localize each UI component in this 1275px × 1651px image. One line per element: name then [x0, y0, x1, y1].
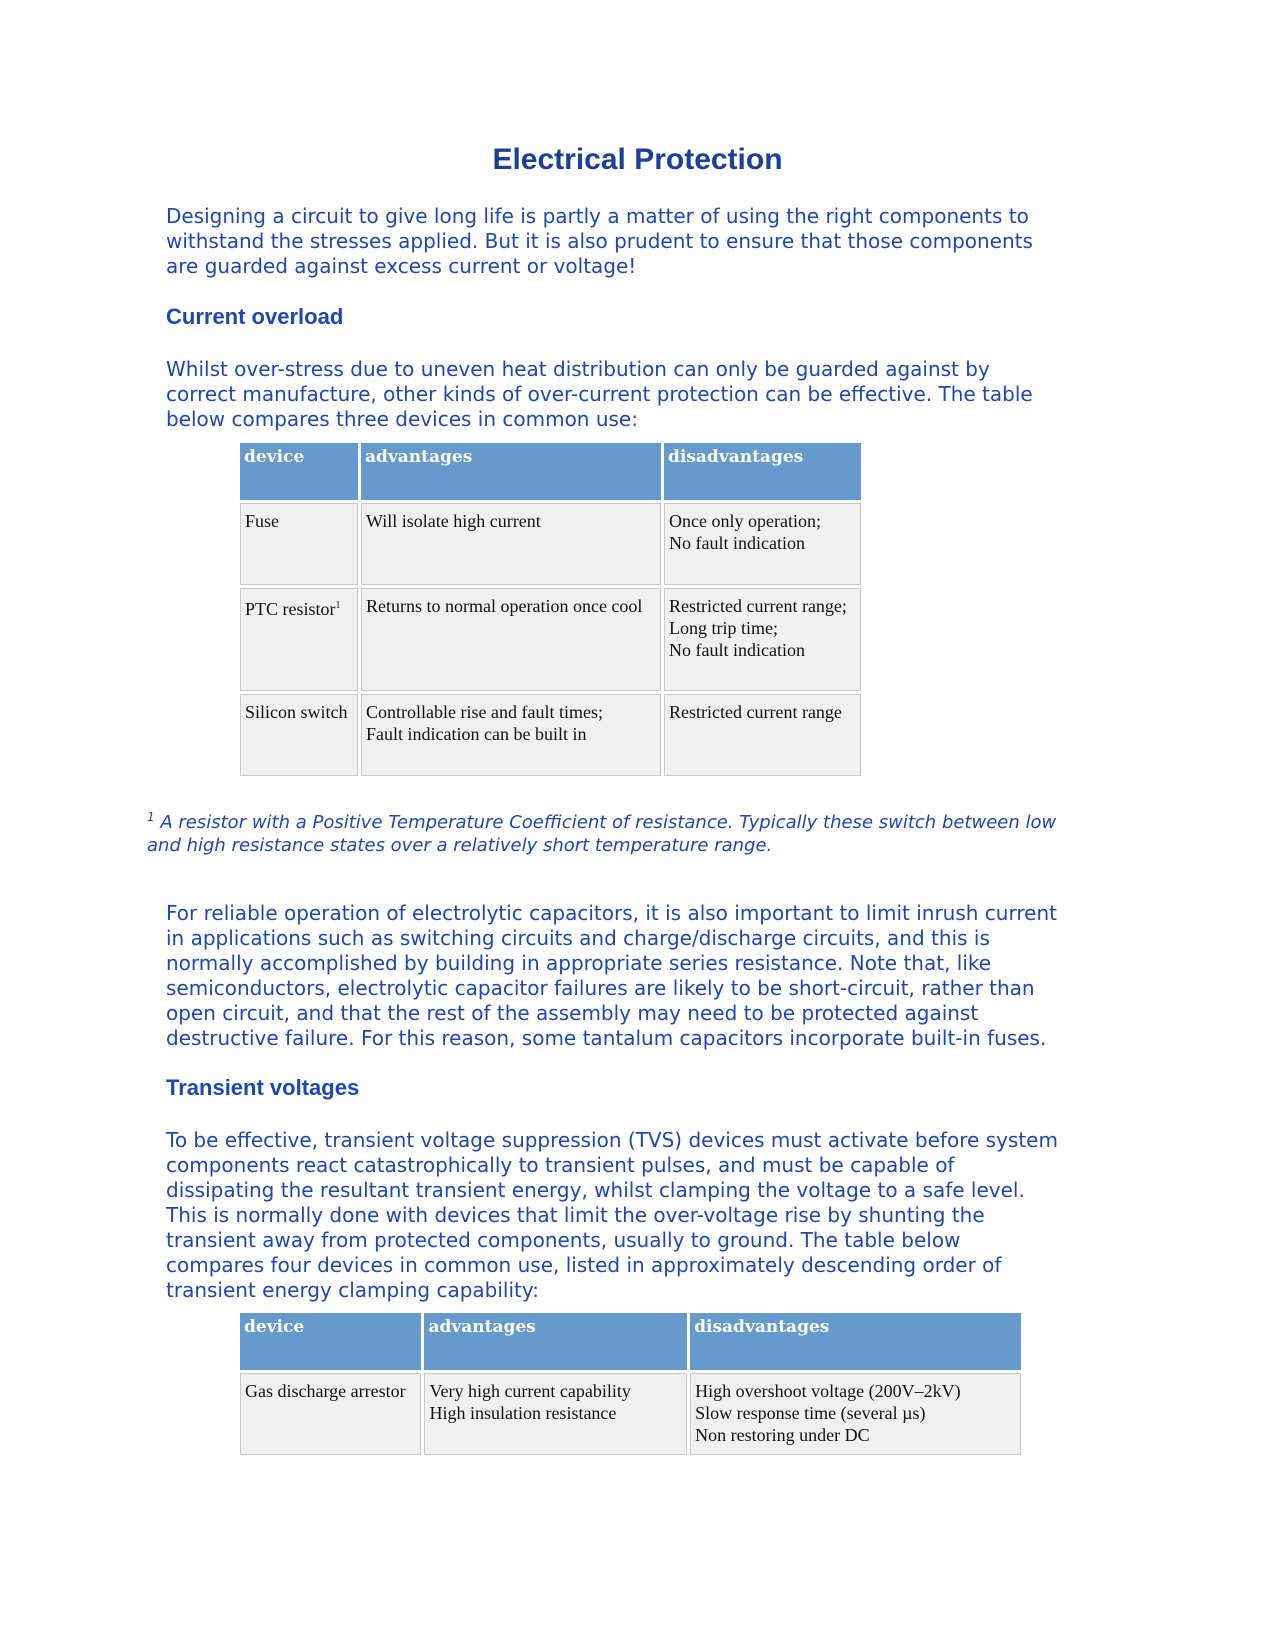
table-row [240, 694, 861, 776]
column-header-device: device [240, 443, 358, 500]
device-cell: Gas discharge arrestor [240, 1373, 421, 1455]
table-row [240, 588, 861, 691]
disadvantages-cell: Restricted current range; Long trip time; No fault indication [664, 588, 861, 691]
footnote [147, 806, 1147, 857]
advantages-cell: Controllable rise and fault times; Fault indication can be built in [361, 694, 661, 776]
current-overload-heading: Current overload [166, 304, 344, 329]
page-title: Electrical Protection [492, 143, 783, 176]
table-header-row [240, 1313, 1021, 1370]
device-cell [240, 588, 358, 691]
device-name: PTC resistor [245, 599, 336, 619]
table-header-row [240, 443, 861, 500]
disadvantages-cell: High overshoot voltage (200V–2kV) Slow response time (several µs) Non restoring under DC [690, 1373, 1021, 1455]
footnote-text: A resistor with a Positive Temperature Coefficient of resistance. Typically these switch between low and high resistance states over a relatively short temperature range. [147, 812, 1057, 856]
footnote-number: 1 [147, 810, 155, 824]
device-cell: Silicon switch [240, 694, 358, 776]
advantages-cell: Will isolate high current [361, 503, 661, 585]
column-header-advantages: advantages [424, 1313, 687, 1370]
column-header-disadvantages: disadvantages [690, 1313, 1021, 1370]
disadvantages-cell: Restricted current range [664, 694, 861, 776]
capacitor-paragraph: For reliable operation of electrolytic capacitors, it is also important to limit inrush current in applications such as switching circuits and charge/discharge circuits, and this is normally accomplished by building in appropriate series resistance. Note that, like semiconductors, electrolytic capacitor failures are likely to be short-circuit, rather than open circuit, and that the rest of the assembly may need to be protected against destructive failure. For this reason, some tantalum capacitors incorporate built-in fuses. [166, 901, 1057, 1050]
column-header-advantages: advantages [361, 443, 661, 500]
advantages-cell: Very high current capability High insulation resistance [424, 1373, 687, 1455]
device-cell: Fuse [240, 503, 358, 585]
advantages-cell: Returns to normal operation once cool [361, 588, 661, 691]
table-row [240, 1373, 1021, 1455]
intro-paragraph: Designing a circuit to give long life is partly a matter of using the right components to withstand the stresses applied. But it is also prudent to ensure that those components are guarded against excess current or voltage! [166, 204, 1033, 278]
overcurrent-devices-table [237, 440, 864, 779]
column-header-device: device [240, 1313, 421, 1370]
transient-voltages-paragraph: To be effective, transient voltage suppression (TVS) devices must activate before system components react catastrophically to transient pulses, and must be capable of dissipating the resultant transient energy, whilst clamping the voltage to a safe level. This is normally done with devices that limit the over-voltage rise by shunting the transient away from protected components, usually to ground. The table below compares four devices in common use, listed in approximately descending order of transient energy clamping capability: [166, 1128, 1058, 1302]
transient-voltages-heading: Transient voltages [166, 1075, 360, 1100]
table-row [240, 503, 861, 585]
footnote-marker: 1 [335, 600, 341, 611]
disadvantages-cell: Once only operation; No fault indication [664, 503, 861, 585]
tvs-devices-table [237, 1310, 1024, 1458]
column-header-disadvantages: disadvantages [664, 443, 861, 500]
current-overload-paragraph: Whilst over-stress due to uneven heat distribution can only be guarded against by correct manufacture, other kinds of over-current protection can be effective. The table below compares three devices in common use: [166, 357, 1033, 431]
